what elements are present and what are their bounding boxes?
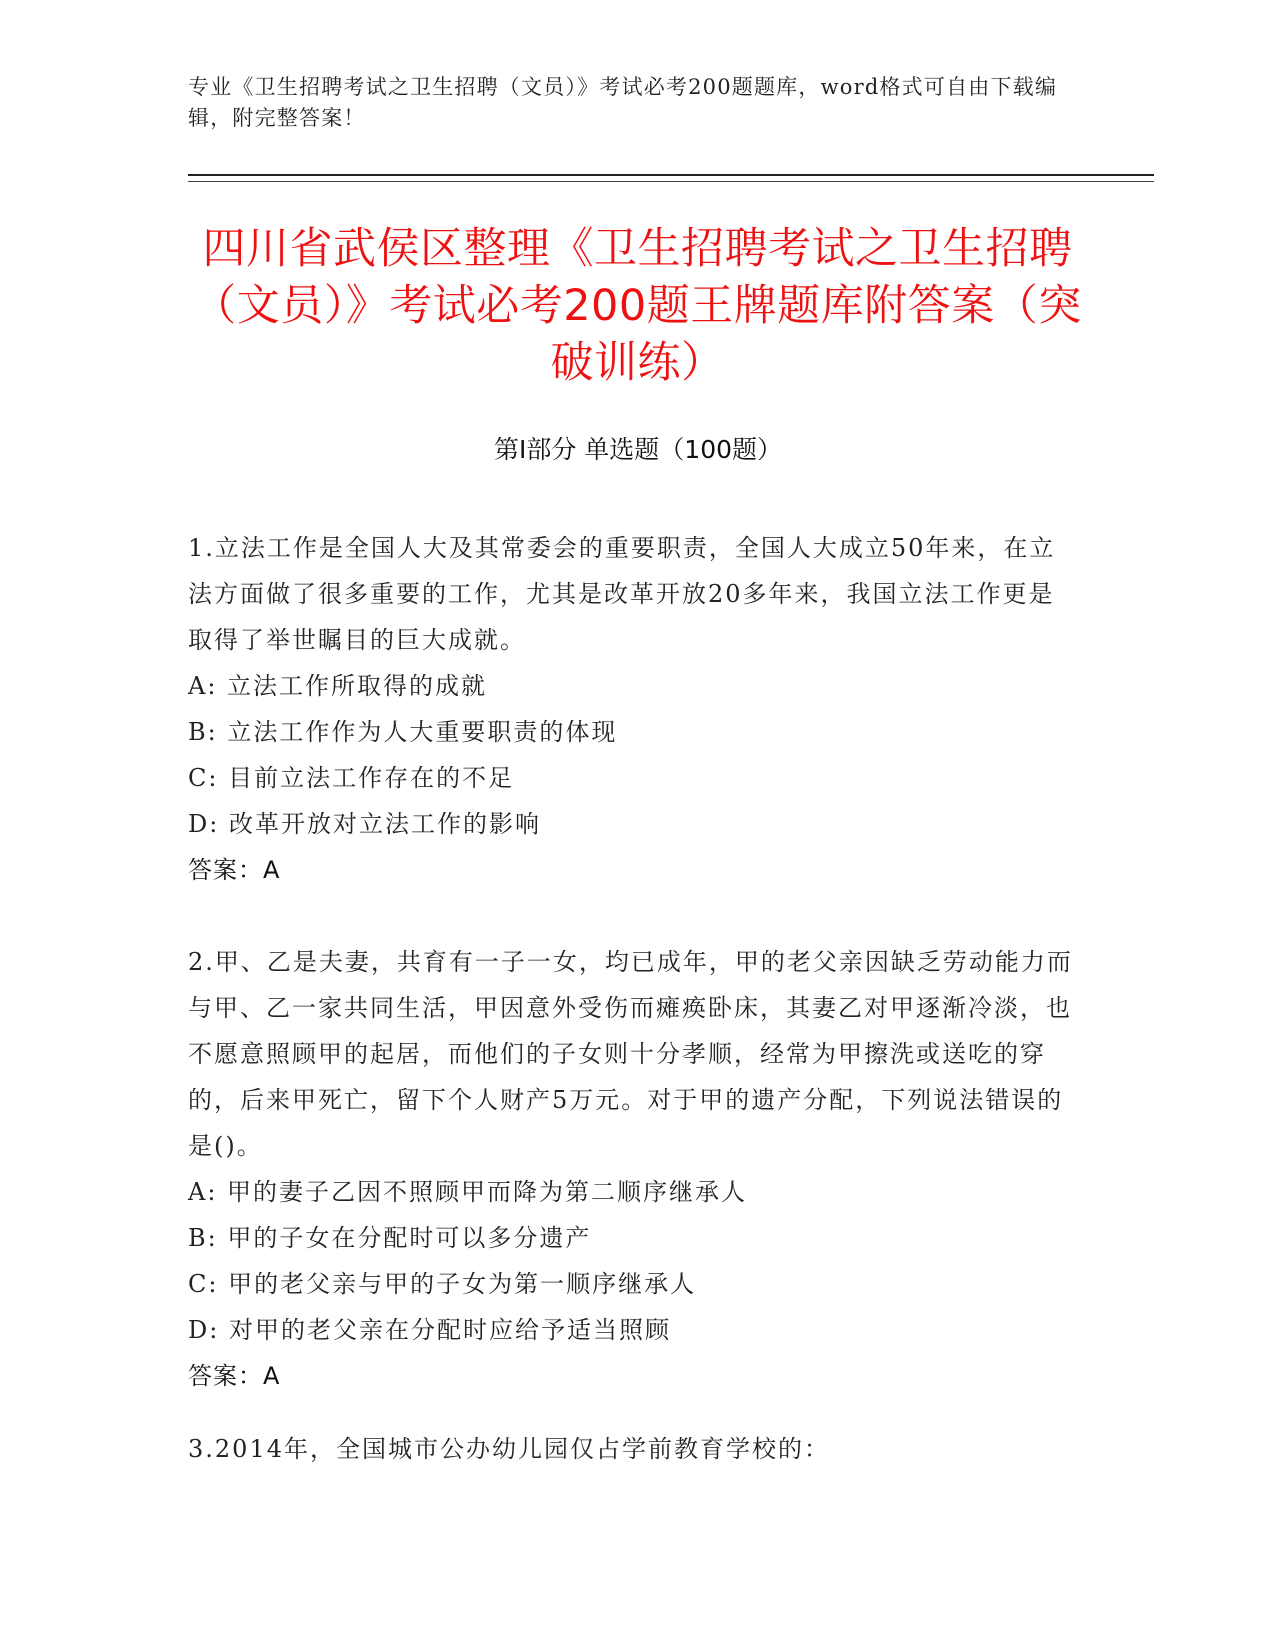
question-stem: 3.2014年，全国城市公办幼儿园仅占学前教育学校的： [188, 1435, 830, 1463]
option-a: A: 甲的妻子乙因不照顾甲而降为第二顺序继承人 [188, 1178, 748, 1206]
header-rule-thick [188, 174, 1154, 176]
document-title: 四川省武侯区整理《卫生招聘考试之卫生招聘（文员）》考试必考200题王牌题库附答案（突破训练） [193, 224, 1082, 388]
option-c: C: 目前立法工作存在的不足 [188, 764, 515, 792]
option-a: A: 立法工作所取得的成就 [188, 672, 488, 700]
question-3 [188, 1426, 1078, 1472]
option-b: B: 甲的子女在分配时可以多分遗产 [188, 1224, 592, 1252]
question-stem: 1.立法工作是全国人大及其常委会的重要职责，全国人大成立50年来，在立法方面做了很多重要的工作，尤其是改革开放20多年来，我国立法工作更是取得了举世瞩目的巨大成就。 [188, 534, 1056, 654]
question-2 [188, 939, 1078, 1399]
option-d: D: 对甲的老父亲在分配时应给予适当照顾 [188, 1316, 671, 1344]
header-note: 专业《卫生招聘考试之卫生招聘（文员）》考试必考200题题库，word格式可自由下载编辑，附完整答案！ [188, 75, 1058, 130]
header-rule-thin [188, 181, 1154, 182]
option-c: C: 甲的老父亲与甲的子女为第一顺序继承人 [188, 1270, 697, 1298]
option-d: D: 改革开放对立法工作的影响 [188, 810, 541, 838]
answer: 答案：A [188, 856, 281, 884]
question-1 [188, 525, 1078, 893]
option-b: B: 立法工作作为人大重要职责的体现 [188, 718, 618, 746]
section-heading: 第Ⅰ部分 单选题（100题） [493, 435, 783, 464]
question-stem: 2.甲、乙是夫妻，共育有一子一女，均已成年，甲的老父亲因缺乏劳动能力而与甲、乙一家共同生活，甲因意外受伤而瘫痪卧床，其妻乙对甲逐渐冷淡，也不愿意照顾甲的起居，而他们的子女则十分孝顺，经常为甲擦洗或送吃的穿的，后来甲死亡，留下个人财产5万元。对于甲的遗产分配，下列说法错误的是()。 [188, 948, 1073, 1160]
answer: 答案：A [188, 1362, 281, 1390]
